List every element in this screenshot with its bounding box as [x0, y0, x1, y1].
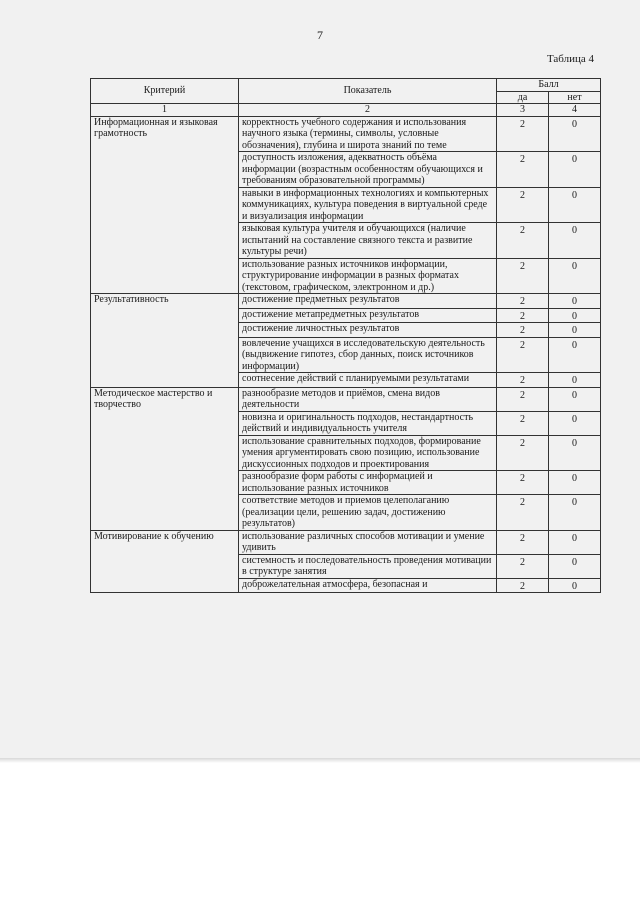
table-caption: Таблица 4 [546, 53, 594, 65]
indicator-cell: достижение личностных результатов [239, 323, 497, 338]
criterion-cell: Методическое мастерство и творчество [91, 387, 239, 530]
page-number: 7 [317, 28, 323, 42]
score-no-cell: 0 [549, 116, 601, 152]
indicator-cell: разнообразие форм работы с информацией и использование разных источников [239, 471, 497, 495]
table-row [91, 530, 601, 554]
column-number: 2 [239, 104, 497, 117]
score-no-cell: 0 [549, 187, 601, 223]
score-yes-cell: 2 [497, 387, 549, 411]
score-no-cell: 0 [549, 223, 601, 259]
indicator-cell: системность и последовательность проведения мотивации в структуре занятия [239, 554, 497, 578]
score-yes-cell: 2 [497, 530, 549, 554]
score-no-cell: 0 [549, 471, 601, 495]
table-row [91, 294, 601, 309]
score-no-cell: 0 [549, 373, 601, 388]
indicator-cell: языковая культура учителя и обучающихся (наличие испытаний на составление связного текста и развитие культуры речи) [239, 223, 497, 259]
column-number: 3 [497, 104, 549, 117]
header-indicator: Показатель [239, 79, 497, 104]
indicator-cell: использование различных способов мотивации и умение удивить [239, 530, 497, 554]
column-number-row [91, 104, 601, 117]
score-no-cell: 0 [549, 308, 601, 323]
indicator-cell: достижение метапредметных результатов [239, 308, 497, 323]
criterion-cell: Информационная и языковая грамотность [91, 116, 239, 294]
criteria-table [90, 78, 601, 593]
score-yes-cell: 2 [497, 116, 549, 152]
header-criterion: Критерий [91, 79, 239, 104]
score-yes-cell: 2 [497, 373, 549, 388]
score-yes-cell: 2 [497, 435, 549, 471]
score-no-cell: 0 [549, 554, 601, 578]
score-yes-cell: 2 [497, 554, 549, 578]
column-number: 1 [91, 104, 239, 117]
score-no-cell: 0 [549, 294, 601, 309]
header-score: Балл [497, 79, 601, 92]
table-row [91, 116, 601, 152]
score-no-cell: 0 [549, 495, 601, 531]
score-no-cell: 0 [549, 323, 601, 338]
score-no-cell: 0 [549, 411, 601, 435]
score-no-cell: 0 [549, 152, 601, 188]
table-row [91, 387, 601, 411]
score-no-cell: 0 [549, 578, 601, 593]
score-yes-cell: 2 [497, 323, 549, 338]
indicator-cell: доступность изложения, адекватность объёма информации (возрастным особенностям обучающихся и требованиям образовательной программы) [239, 152, 497, 188]
score-yes-cell: 2 [497, 578, 549, 593]
score-yes-cell: 2 [497, 495, 549, 531]
indicator-cell: разнообразие методов и приёмов, смена видов деятельности [239, 387, 497, 411]
score-yes-cell: 2 [497, 187, 549, 223]
criterion-cell: Результативность [91, 294, 239, 388]
indicator-cell: достижение предметных результатов [239, 294, 497, 309]
score-yes-cell: 2 [497, 223, 549, 259]
score-no-cell: 0 [549, 530, 601, 554]
indicator-cell: доброжелательная атмосфера, безопасная и [239, 578, 497, 593]
indicator-cell: соответствие методов и приемов целеполаганию (реализации цели, решению задач, достижению результатов) [239, 495, 497, 531]
indicator-cell: использование сравнительных подходов, формирование умения аргументировать свою позицию, использование дискуссионных подходов и проектирования [239, 435, 497, 471]
score-no-cell: 0 [549, 337, 601, 373]
indicator-cell: корректность учебного содержания и использования научного языка (термины, символы, условные обозначения), глубина и широта знаний по теме [239, 116, 497, 152]
indicator-cell: использование разных источников информации, структурирование информации в разных форматах (текстовом, графическом, электронном и др.) [239, 258, 497, 294]
indicator-cell: новизна и оригинальность подходов, нестандартность действий и индивидуальность учителя [239, 411, 497, 435]
score-yes-cell: 2 [497, 294, 549, 309]
score-yes-cell: 2 [497, 471, 549, 495]
indicator-cell: соотнесение действий с планируемыми результатами [239, 373, 497, 388]
score-yes-cell: 2 [497, 152, 549, 188]
indicator-cell: вовлечение учащихся в исследовательскую деятельность (выдвижение гипотез, сбор данных, поиск источников информации) [239, 337, 497, 373]
score-no-cell: 0 [549, 258, 601, 294]
criterion-cell: Мотивирование к обучению [91, 530, 239, 593]
header-yes: да [497, 91, 549, 104]
column-number: 4 [549, 104, 601, 117]
score-yes-cell: 2 [497, 337, 549, 373]
score-yes-cell: 2 [497, 411, 549, 435]
header-row [91, 79, 601, 92]
score-yes-cell: 2 [497, 308, 549, 323]
score-no-cell: 0 [549, 435, 601, 471]
header-no: нет [549, 91, 601, 104]
score-yes-cell: 2 [497, 258, 549, 294]
score-no-cell: 0 [549, 387, 601, 411]
indicator-cell: навыки в информационных технологиях и компьютерных коммуникациях, культура поведения в виртуальной среде и визуализация информации [239, 187, 497, 223]
scan-edge [0, 758, 640, 763]
